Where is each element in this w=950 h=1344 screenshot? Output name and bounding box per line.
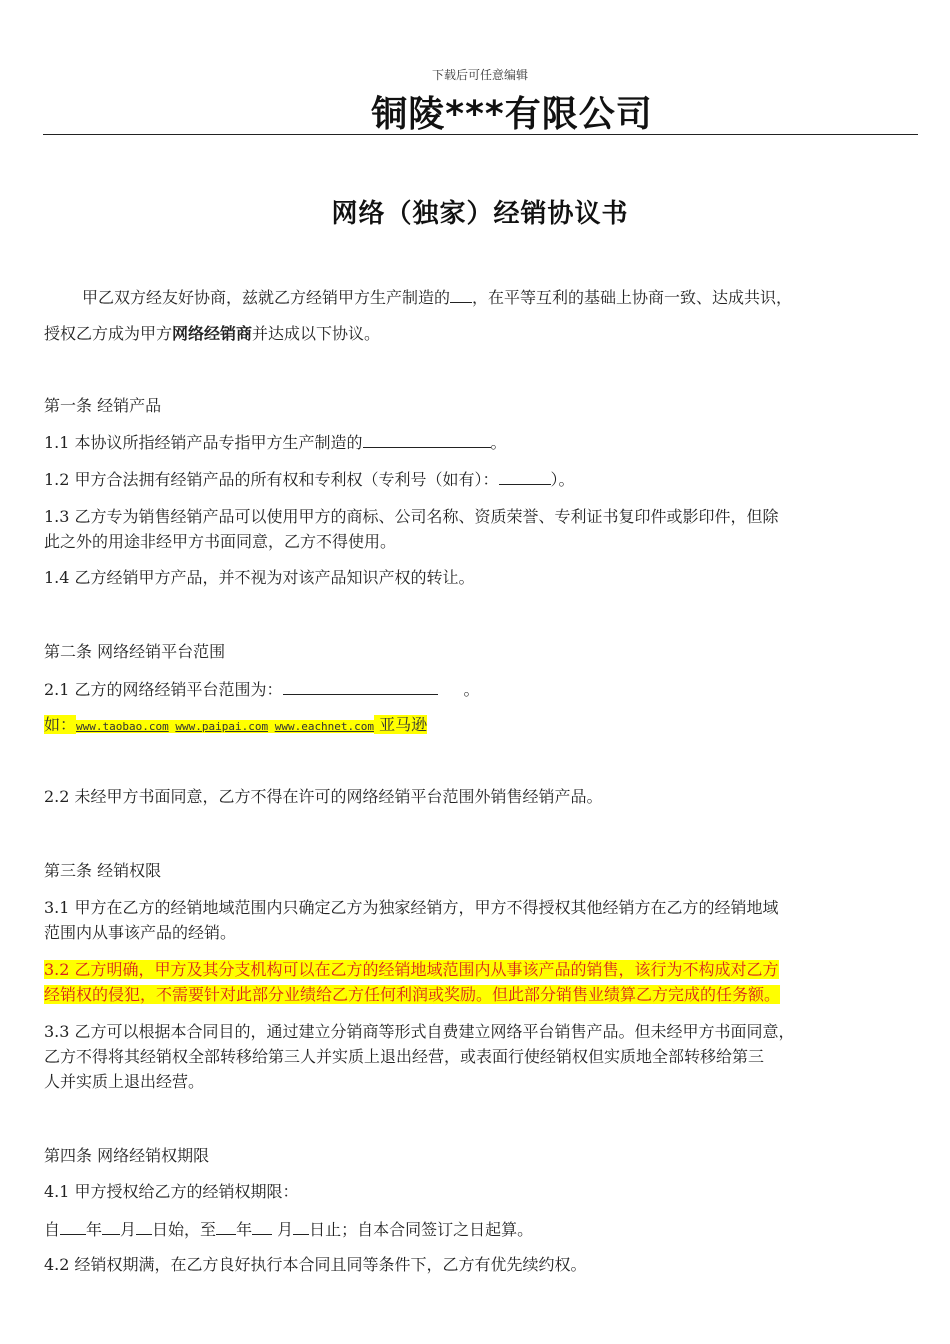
site-link-eachnet[interactable]: www.eachnet.com [274, 720, 375, 733]
term-dates: 自 年 月 日始，至 年 月 日止；自本合同签订之日起算。 [44, 1220, 534, 1239]
clause-2-2: 2.2 未经甲方书面同意，乙方不得在许可的网络经销平台范围外销售经销产品。 [44, 787, 603, 806]
article-2-heading: 第二条 网络经销平台范围 [44, 642, 226, 661]
blank-month [252, 1218, 272, 1235]
clause-4-2: 4.2 经销权期满，在乙方良好执行本合同且同等条件下，乙方有优先续约权。 [44, 1255, 587, 1274]
clause-3-1-line-1: 3.1 甲方在乙方的经销地域范围内只确定乙方为独家经销方，甲方不得授权其他经销方在乙方的经销地域 [44, 898, 779, 917]
blank-field [283, 678, 438, 695]
blank-product [450, 286, 472, 303]
clause-2-1: 2.1 乙方的网络经销平台范围为： 。 [44, 680, 480, 699]
intro-line-1: 甲乙双方经友好协商，兹就乙方经销甲方生产制造的 ，在平等互利的基础上协商一致、达成共识， [82, 288, 793, 307]
header-divider [43, 134, 918, 135]
clause-1-2: 1.2 甲方合法拥有经销产品的所有权和专利权（专利号（如有）： ）。 [44, 470, 575, 489]
article-1-heading: 第一条 经销产品 [44, 396, 162, 415]
example-sites: 如：www.taobao.com www.paipai.com www.eachnet.com 亚马逊 [44, 715, 428, 734]
clause-3-2-line-1: 3.2 乙方明确，甲方及其分支机构可以在乙方的经销地域范围内从事该产品的销售，该行为不构成对乙方 [44, 960, 779, 979]
blank-day [136, 1218, 152, 1235]
article-3-heading: 第三条 经销权限 [44, 861, 162, 880]
clause-4-1: 4.1 甲方授权给乙方的经销权期限： [44, 1182, 299, 1201]
company-name: 铜陵***有限公司 [371, 94, 653, 135]
article-4-heading: 第四条 网络经销权期限 [44, 1146, 210, 1165]
intro-line-2: 授权乙方成为甲方网络经销商并达成以下协议。 [44, 324, 381, 343]
blank-year [216, 1218, 236, 1235]
document-title: 网络（独家）经销协议书 [331, 199, 629, 229]
clause-3-3-line-3: 人并实质上退出经营。 [44, 1072, 205, 1091]
blank-month [102, 1218, 120, 1235]
clause-1-3-line-2: 此之外的用途非经甲方书面同意，乙方不得使用。 [44, 532, 397, 551]
blank-field [499, 468, 551, 485]
site-amazon: 亚马逊 [379, 715, 428, 734]
blank-field [363, 431, 491, 448]
site-link-paipai[interactable]: www.paipai.com [175, 720, 269, 733]
clause-1-4: 1.4 乙方经销甲方产品，并不视为对该产品知识产权的转让。 [44, 568, 475, 587]
clause-1-1: 1.1 本协议所指经销产品专指甲方生产制造的 。 [44, 433, 507, 452]
header-note: 下载后可任意编辑 [431, 68, 528, 82]
blank-day [293, 1218, 309, 1235]
bold-term: 网络经销商 [172, 324, 253, 343]
site-link-taobao[interactable]: www.taobao.com [76, 720, 169, 733]
clause-3-3-line-1: 3.3 乙方可以根据本合同目的，通过建立分销商等形式自费建立网络平台销售产品。但未经甲方书面同意， [44, 1022, 795, 1041]
clause-3-2-line-2: 经销权的侵犯，不需要针对此部分业绩给乙方任何利润或奖励。但此部分销售业绩算乙方完成的任务额。 [44, 985, 781, 1004]
clause-1-3-line-1: 1.3 乙方专为销售经销产品可以使用甲方的商标、公司名称、资质荣誉、专利证书复印件或影印件，但除 [44, 507, 779, 526]
clause-3-1-line-2: 范围内从事该产品的经销。 [44, 923, 237, 942]
blank-year [60, 1218, 86, 1235]
clause-3-3-line-2: 乙方不得将其经销权全部转移给第三人并实质上退出经营，或表面行使经销权但实质地全部转移给第三 [44, 1047, 765, 1066]
